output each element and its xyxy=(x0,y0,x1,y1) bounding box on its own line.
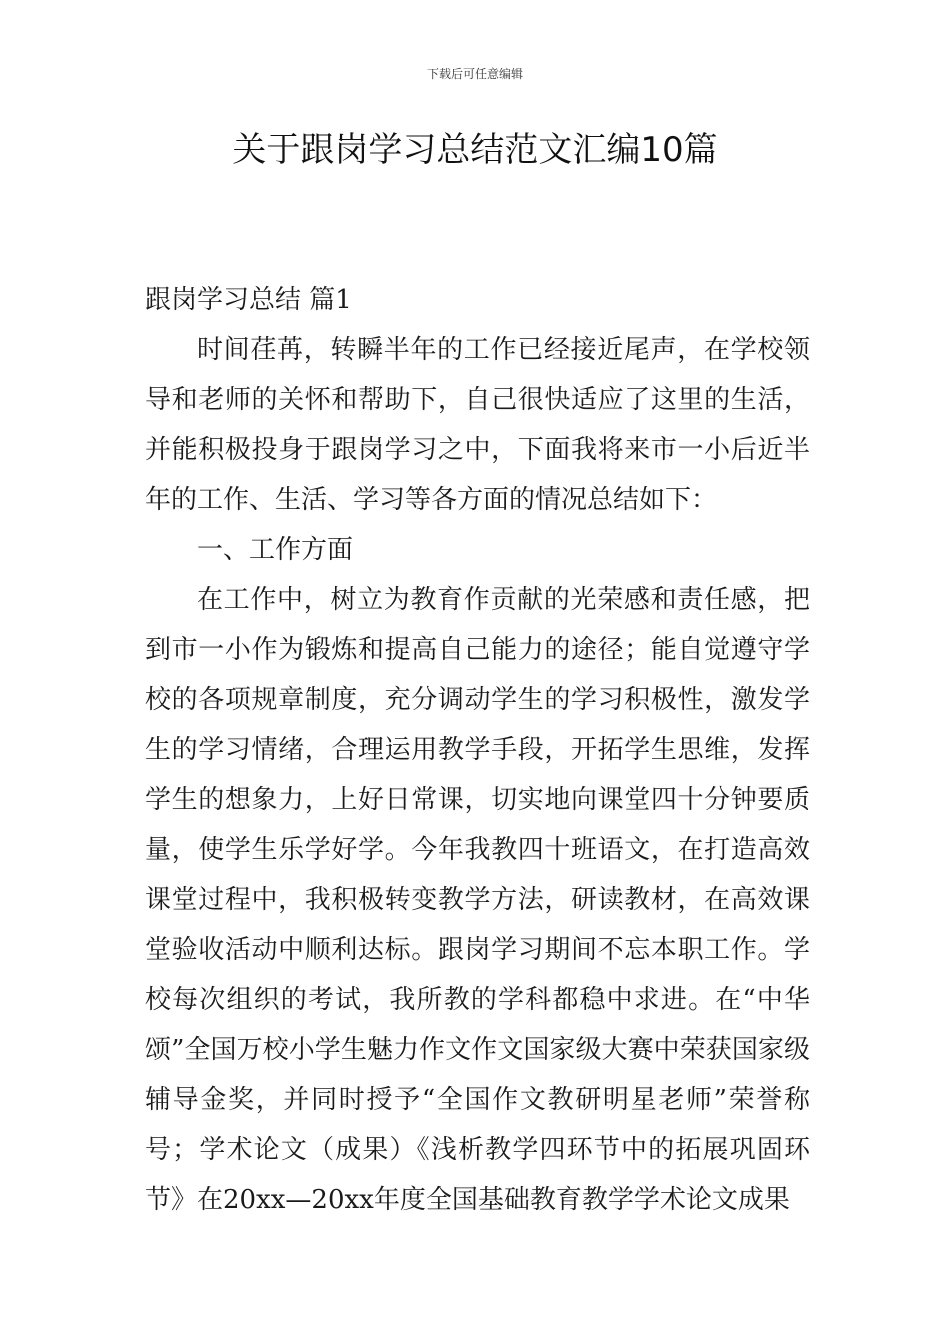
document-body xyxy=(145,275,810,1225)
header-note: 下载后可任意编辑 xyxy=(426,67,523,81)
section-heading: 跟岗学习总结 篇1 xyxy=(145,285,352,315)
paragraph-work: 在工作中，树立为教育作贡献的光荣感和责任感，把到市一小作为锻炼和提高自己能力的途径；能自觉遵守学校的各项规章制度，充分调动学生的学习积极性，激发学生的学习情绪，合理运用教学手段，开拓学生思维，发挥学生的想象力，上好日常课，切实地向课堂四十分钟要质量，使学生乐学好学。今年我教四十班语文，在打造高效课堂过程中，我积极转变教学方法，研读教材，在高效课堂验收活动中顺利达标。跟岗学习期间不忘本职工作。学校每次组织的考试，我所教的学科都稳中求进。在“中华颂”全国万校小学生魅力作文作文国家级大赛中荣获国家级辅导金奖，并同时授予“全国作文教研明星老师”荣誉称号；学术论文（成果）《浅析教学四环节中的拓展巩固环节》在20xx—20xx年度全国基础教育教学学术论文成果 xyxy=(145,585,810,1215)
paragraph-intro: 时间荏苒，转瞬半年的工作已经接近尾声，在学校领导和老师的关怀和帮助下，自己很快适应了这里的生活，并能积极投身于跟岗学习之中，下面我将来市一小后近半年的工作、生活、学习等各方面的情况总结如下： xyxy=(145,335,810,515)
document-title: 关于跟岗学习总结范文汇编10篇 xyxy=(232,130,718,170)
subheading-work: 一、工作方面 xyxy=(197,535,354,565)
